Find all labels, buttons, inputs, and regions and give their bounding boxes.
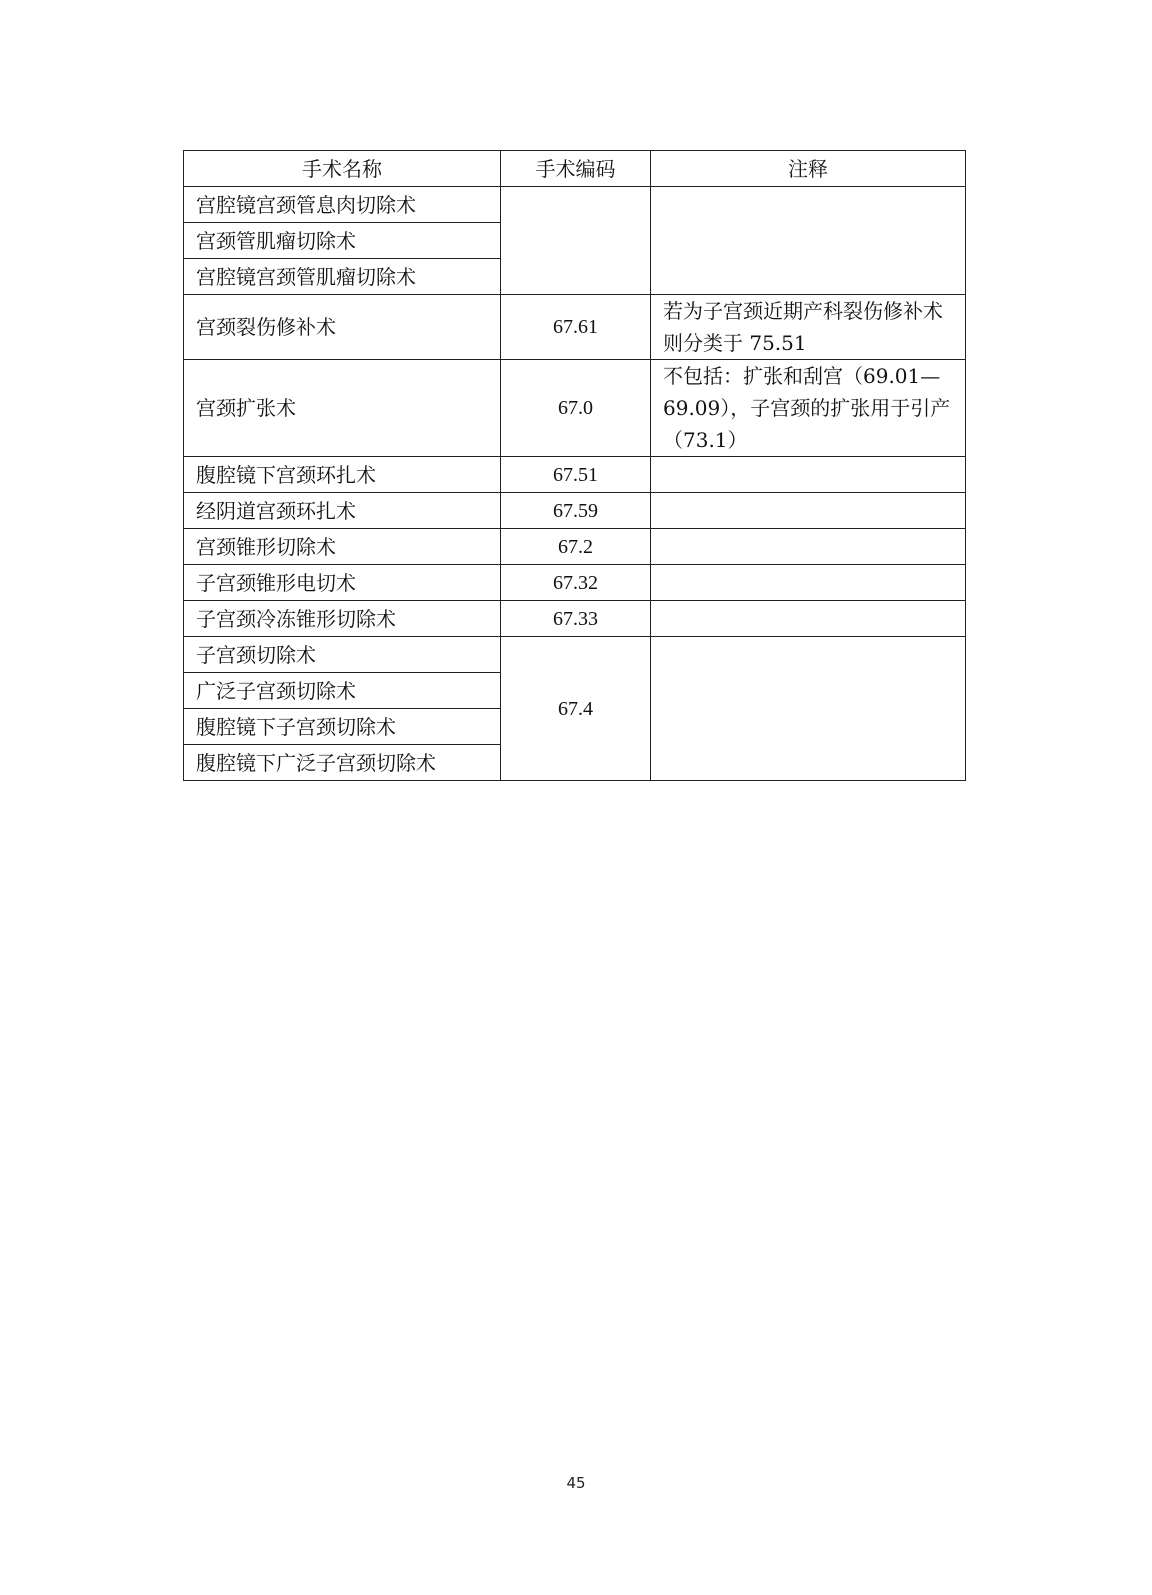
procedure-code-cell: 67.2 <box>501 529 651 565</box>
procedure-code-cell: 67.33 <box>501 601 651 637</box>
procedure-code-cell: 67.4 <box>501 637 651 781</box>
table-row <box>184 529 966 565</box>
procedure-name-cell: 宫颈锥形切除术 <box>184 529 501 565</box>
procedure-name-cell: 腹腔镜下宫颈环扎术 <box>184 457 501 493</box>
table-row <box>184 187 966 223</box>
procedure-name-cell: 宫颈扩张术 <box>184 360 501 457</box>
note-cell <box>651 601 966 637</box>
table-row <box>184 457 966 493</box>
procedure-name-cell: 腹腔镜下子宫颈切除术 <box>184 709 501 745</box>
note-cell <box>651 565 966 601</box>
procedure-code-cell: 67.0 <box>501 360 651 457</box>
header-note: 注释 <box>651 151 966 187</box>
note-cell <box>651 457 966 493</box>
table-header-row <box>184 151 966 187</box>
table-row <box>184 295 966 360</box>
procedure-name-cell: 宫颈裂伤修补术 <box>184 295 501 360</box>
procedure-name-cell: 子宫颈冷冻锥形切除术 <box>184 601 501 637</box>
table-body <box>184 187 966 781</box>
header-procedure-code: 手术编码 <box>501 151 651 187</box>
procedure-name-cell: 宫颈管肌瘤切除术 <box>184 223 501 259</box>
procedure-name-cell: 腹腔镜下广泛子宫颈切除术 <box>184 745 501 781</box>
note-cell <box>651 493 966 529</box>
note-cell <box>651 637 966 781</box>
note-cell: 若为子宫颈近期产科裂伤修补术则分类于 75.51 <box>651 295 966 360</box>
header-procedure-name: 手术名称 <box>184 151 501 187</box>
procedure-code-cell: 67.32 <box>501 565 651 601</box>
procedure-name-cell: 宫腔镜宫颈管息肉切除术 <box>184 187 501 223</box>
table-row <box>184 637 966 673</box>
note-cell <box>651 187 966 295</box>
procedure-code-table <box>183 150 966 781</box>
procedure-code-cell: 67.59 <box>501 493 651 529</box>
note-cell <box>651 529 966 565</box>
procedure-name-cell: 广泛子宫颈切除术 <box>184 673 501 709</box>
procedure-code-cell: 67.51 <box>501 457 651 493</box>
note-cell: 不包括：扩张和刮宫（69.01—69.09），子宫颈的扩张用于引产（73.1） <box>651 360 966 457</box>
page-number: 45 <box>566 1474 586 1492</box>
table-row <box>184 601 966 637</box>
procedure-name-cell: 子宫颈切除术 <box>184 637 501 673</box>
procedure-name-cell: 经阴道宫颈环扎术 <box>184 493 501 529</box>
table-row <box>184 360 966 457</box>
procedure-name-cell: 子宫颈锥形电切术 <box>184 565 501 601</box>
table-row <box>184 493 966 529</box>
procedure-code-cell <box>501 187 651 295</box>
procedure-name-cell: 宫腔镜宫颈管肌瘤切除术 <box>184 259 501 295</box>
procedure-code-cell: 67.61 <box>501 295 651 360</box>
table-row <box>184 565 966 601</box>
